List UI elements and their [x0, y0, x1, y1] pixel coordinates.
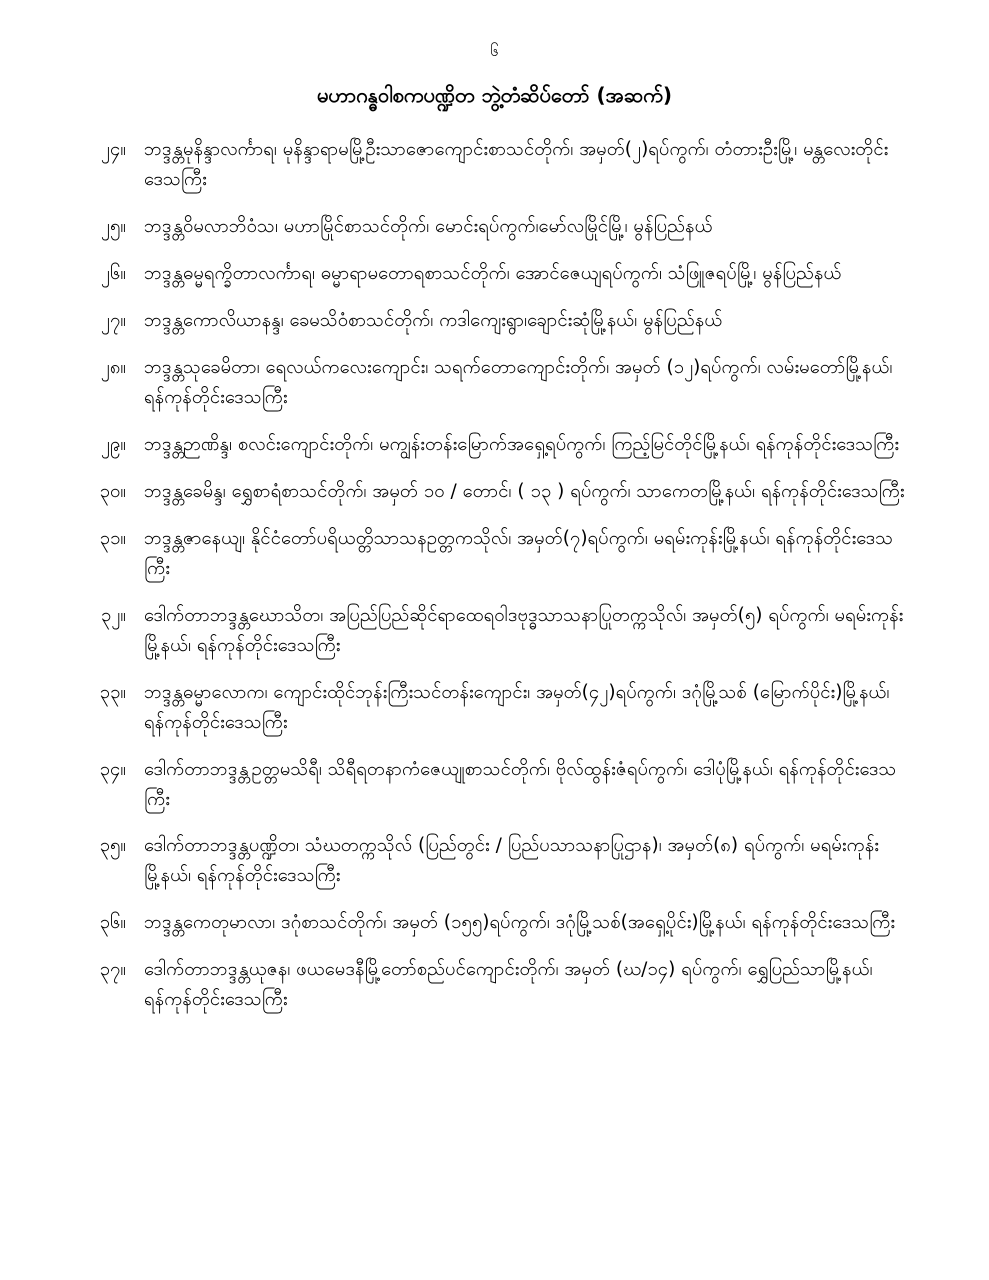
entry-text: ဘဒ္ဒန္တဓမ္မာလောက၊ ကျောင်းထိုင်ဘုန်းကြီးသင်တန်းကျောင်း၊ အမှတ်(၄၂)ရပ်ကွက်၊ ဒဂုံမြို့သစ် (မြောက်ပိုင်း)မြို့နယ်၊ ရန်ကုန်တိုင်းဒေသကြီး: [144, 681, 890, 733]
entry-text: ဒေါက်တာဘဒ္ဒန္တဃောသိတ၊ အပြည်ပြည်ဆိုင်ရာထေရဝါဒဗုဒ္ဓသာသနာပြုတက္ကသိုလ်၊ အမှတ်(၅) ရပ်ကွက်၊ မရမ်းကုန်းမြို့နယ်၊ ရန်ကုန်တိုင်းဒေသကြီး: [144, 604, 904, 656]
list-item: [72, 524, 917, 584]
entry-text: ဘဒ္ဒန္တဓမ္မရက္ခိတာလင်္ကာရ၊ ဓမ္မာရာမတောရစာသင်တိုက်၊ အောင်ဇေယျရပ်ကွက်၊ သံဖြူဇရပ်မြို့၊ မွန်ပြည်နယ်: [144, 262, 842, 284]
entry-text: ဘဒ္ဒန္တဉာဏိန္ဒ၊ စလင်းကျောင်းတိုက်၊ မကျွန်းတန်းမြောက်အရှေ့ရပ်ကွက်၊ ကြည့်မြင်တိုင်မြို့နယ်၊ ရန်ကုန်တိုင်းဒေသကြီး: [144, 433, 900, 455]
entry-text: ဘဒ္ဒန္တသုခေမိတာ၊ ရေလယ်ကလေးကျောင်း၊ သရက်တောကျောင်းတိုက်၊ အမှတ် (၁၂)ရပ်ကွက်၊ လမ်းမတော်မြို့နယ်၊ ရန်ကုန်တိုင်းဒေသကြီး: [144, 356, 893, 408]
list-item: [72, 353, 917, 413]
list-item: [72, 135, 917, 195]
list-item: [72, 678, 917, 738]
entry-text: ဘဒ္ဒန္တဇာနေယျ၊ နိုင်ငံတော်ပရိယတ္တိသာသနဥတ္တကသိုလ်၊ အမှတ်(၇)ရပ်ကွက်၊ မရမ်းကုန်းမြို့နယ်၊ ရန်ကုန်တိုင်းဒေသကြီး: [144, 527, 894, 579]
entry-number: ၃၆။: [99, 912, 126, 934]
entry-number: ၂၉။: [100, 433, 126, 455]
list-item: [72, 601, 917, 661]
entry-number: ၃၃။: [99, 681, 126, 703]
entry-number: ၃၀။: [99, 480, 126, 502]
entry-text: ဘဒ္ဒန္တမုနိန္ဒာလင်္ကာရ၊ မုနိန္ဒာရာမမြို့ဦးသာဇောကျောင်းစာသင်တိုက်၊ အမှတ်(၂)ရပ်ကွက်၊ တံတားဦးမြို့၊ မန္တလေးတိုင်းဒေသကြီး: [144, 139, 889, 190]
entry-text: ဒေါက်တာဘဒ္ဒန္တယုဇန၊ ဖယမေဒနီမြို့တော်စည်ပင်ကျောင်းတိုက်၊ အမှတ် (ဃ/၁၄) ရပ်ကွက်၊ ရွှေပြည်သာမြို့နယ်၊ ရန်ကုန်တိုင်းဒေသကြီး: [144, 959, 873, 1011]
entry-list: [72, 135, 917, 1015]
list-item: [72, 212, 917, 242]
list-item: [72, 908, 917, 938]
page-number: ၆: [490, 42, 499, 60]
entry-number: ၂၅။: [100, 215, 126, 237]
entry-text: ဘဒ္ဒန္တကေတုမာလာ၊ ဒဂုံစာသင်တိုက်၊ အမှတ် (၁၅၅)ရပ်ကွက်၊ ဒဂုံမြို့သစ်(အရှေ့ပိုင်း)မြို့နယ်၊ ရန်ကုန်တိုင်းဒေသကြီး: [144, 912, 896, 934]
entry-text: ဘဒ္ဒန္တဝိမလာဘိဝံသ၊ မဟာမြိုင်စာသင်တိုက်၊ မောင်းရပ်ကွက်၊မော်လမြိုင်မြို့၊ မွန်ပြည်နယ်: [144, 215, 713, 237]
entry-number: ၂၄။: [100, 139, 126, 160]
entry-text: ဘဒ္ဒန္တကောလိယာနန္ဒ၊ ခေမသိဝံစာသင်တိုက်၊ ကဒါကျေးရွာ၊ချောင်းဆုံမြို့နယ်၊ မွန်ပြည်နယ်: [144, 309, 723, 331]
entry-text: ဒေါက်တာဘဒ္ဒန္တဥတ္တမသိရီ၊ သိရီရတနာကံဇေယျုစာသင်တိုက်၊ ဗိုလ်ထွန်းဇံရပ်ကွက်၊ ဒေါပုံမြို့နယ်၊ ရန်ကုန်တိုင်းဒေသကြီး: [144, 758, 897, 810]
list-item: [72, 259, 917, 289]
list-item: [72, 430, 917, 460]
entry-number: ၃၄။: [99, 758, 126, 780]
entry-number: ၃၂။: [100, 604, 126, 626]
entry-text: ဘဒ္ဒန္တခေမိန္ဒ၊ ရွှေစာရံစာသင်တိုက်၊ အမှတ် ၁၀ / တောင်၊ ( ၁၃ ) ရပ်ကွက်၊ သာကေတမြို့နယ်၊ ရန်ကုန်တိုင်းဒေသကြီး: [144, 480, 905, 502]
entry-number: ၃၅။: [99, 835, 126, 857]
entry-number: ၃၁။: [99, 527, 126, 549]
entry-text: ဒေါက်တာဘဒ္ဒန္တပဏ္ဍိတ၊ သံဃတက္ကသိုလ် (ပြည်တွင်း / ပြည်ပသာသနာပြုဌာန)၊ အမှတ်(၈) ရပ်ကွက်၊ မရမ်းကုန်းမြို့နယ်၊ ရန်ကုန်တိုင်းဒေသကြီး: [144, 835, 879, 887]
page-title: မဟာဂန္ဓဝါစကပဏ္ဍိတ ဘွဲ့တံဆိပ်တော် (အဆက်): [316, 83, 673, 107]
list-item: [72, 831, 917, 891]
list-item: [72, 955, 917, 1015]
list-item: [72, 755, 917, 815]
list-item: [72, 477, 917, 507]
entry-number: ၂၆။: [100, 262, 126, 284]
entry-number: ၂၈။: [100, 356, 126, 378]
list-item: [72, 306, 917, 336]
entry-number: ၂၇။: [100, 309, 126, 331]
entry-number: ၃၇။: [99, 959, 126, 981]
